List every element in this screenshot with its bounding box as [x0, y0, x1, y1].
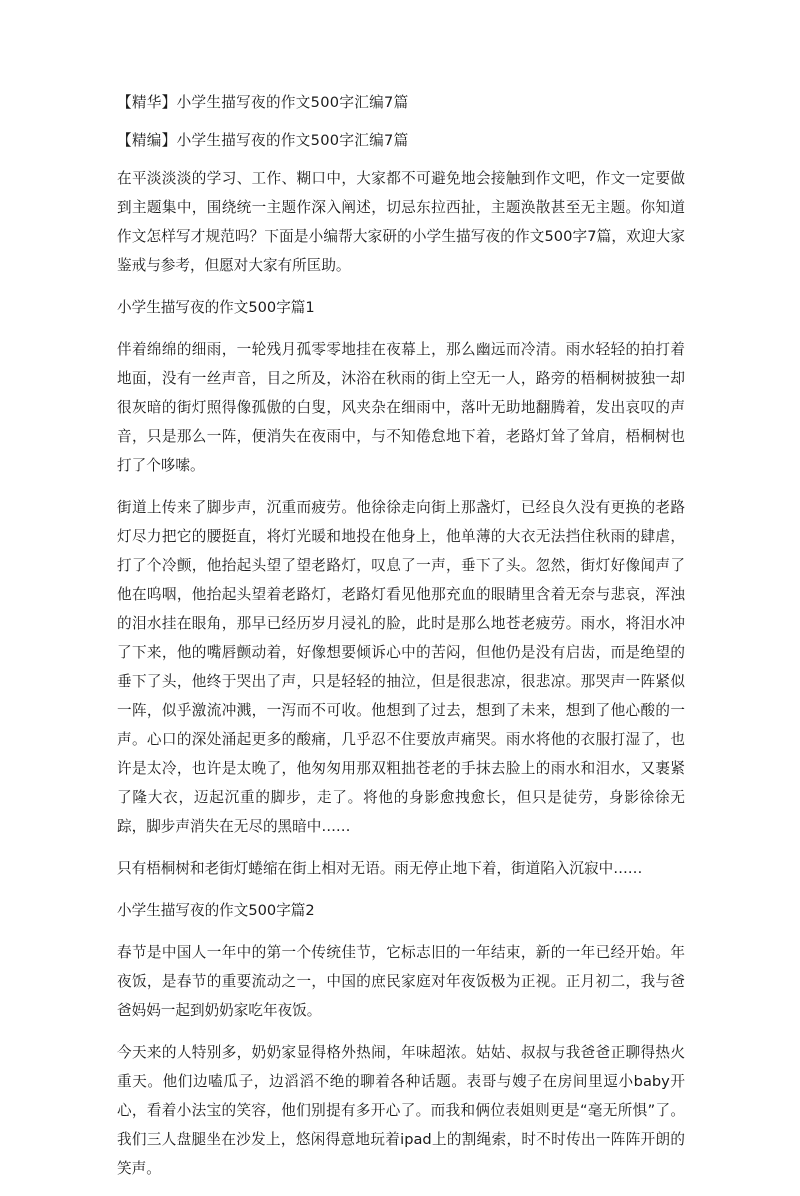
intro-paragraph: 在平淡淡淡的学习、工作、糊口中，大家都不可避免地会接触到作文吧，作文一定要做到主题集中，围绕统一主题作深入阐述，切忌东拉西扯，主题涣散甚至无主题。你知道作文怎样写才规范吗？下面是小编帮大家研的小学生描写夜的作文500字7篇，欢迎大家鉴戒与参考，但愿对大家有所匡助。 [117, 170, 685, 274]
document-title-1: 【精华】小学生描写夜的作文500字汇编7篇 [117, 94, 409, 111]
section-1-paragraph: 街道上传来了脚步声，沉重而疲劳。他徐徐走向街上那盏灯，已经良久没有更换的老路灯尽力把它的腰挺直，将灯光暖和地投在他身上，他单薄的大衣无法挡住秋雨的肆虐，打了个冷颤，他抬起头望了望老路灯，叹息了一声，垂下了头。忽然，街灯好像闻声了他在呜咽，他抬起头望着老路灯，老路灯看见他那充血的眼睛里含着无奈与悲哀，浑浊的泪水挂在眼角，那早已经历岁月浸礼的脸，此时是那么地苍老疲劳。雨水，将泪水冲了下来，他的嘴唇颤动着，好像想要倾诉心中的苦闷，但他仍是没有启齿，而是绝望的垂下了头，他终于哭出了声，只是轻轻的抽泣，但是很悲凉，很悲凉。那哭声一阵紧似一阵，似乎激流冲溅，一泻而不可收。他想到了过去，想到了未来，想到了他心酸的一声。心口的深处涌起更多的酸痛，几乎忍不住要放声痛哭。雨水将他的衣服打湿了，也许是太冷，也许是太晚了，他匆匆用那双粗拙苍老的手抹去脸上的雨水和泪水，又裹紧了隆大衣，迈起沉重的脚步，走了。将他的身影愈拽愈长，但只是徒劳，身影徐徐无踪，脚步声消失在无尽的黑暗中…… [117, 499, 685, 835]
section-2-paragraph: 春节是中国人一年中的第一个传统佳节，它标志旧的一年结束，新的一年已经开始。年夜饭，是春节的重要流动之一，中国的庶民家庭对年夜饭极为正视。正月初二，我与爸爸妈妈一起到奶奶家吃年夜饭。 [117, 944, 685, 1019]
section-2-paragraph: 今天来的人特别多，奶奶家显得格外热闹，年味超浓。姑姑、叔叔与我爸爸正聊得热火重天。他们边嗑瓜子，边滔滔不绝的聊着各种话题。表哥与嫂子在房间里逗小baby开心，看着小法宝的笑容，他们别提有多开心了。而我和俩位表姐则更是“毫无所惧”了。我们三人盘腿坐在沙发上，悠闲得意地玩着ipad上的割绳索，时不时传出一阵阵开朗的笑声。 [117, 1044, 685, 1177]
section-1-heading: 小学生描写夜的作文500字篇1 [117, 299, 315, 316]
section-1-paragraph: 只有梧桐树和老街灯蜷缩在街上相对无语。雨无停止地下着，街道陷入沉寂中…… [117, 860, 643, 877]
document-title-2: 【精编】小学生描写夜的作文500字汇编7篇 [117, 132, 409, 149]
document-page [117, 88, 685, 1196]
section-2-heading: 小学生描写夜的作文500字篇2 [117, 902, 315, 919]
section-1-paragraph: 伴着绵绵的细雨，一轮残月孤零零地挂在夜幕上，那么幽远而冷清。雨水轻轻的拍打着地面，没有一丝声音，目之所及，沐浴在秋雨的街上空无一人，路旁的梧桐树披独一却很灰暗的街灯照得像孤傲的白叟，风夹杂在细雨中，落叶无助地翻腾着，发出哀叹的声音，只是那么一阵，便消失在夜雨中，与不知倦怠地下着，老路灯耸了耸肩，梧桐树也打了个哆嗦。 [117, 341, 685, 474]
